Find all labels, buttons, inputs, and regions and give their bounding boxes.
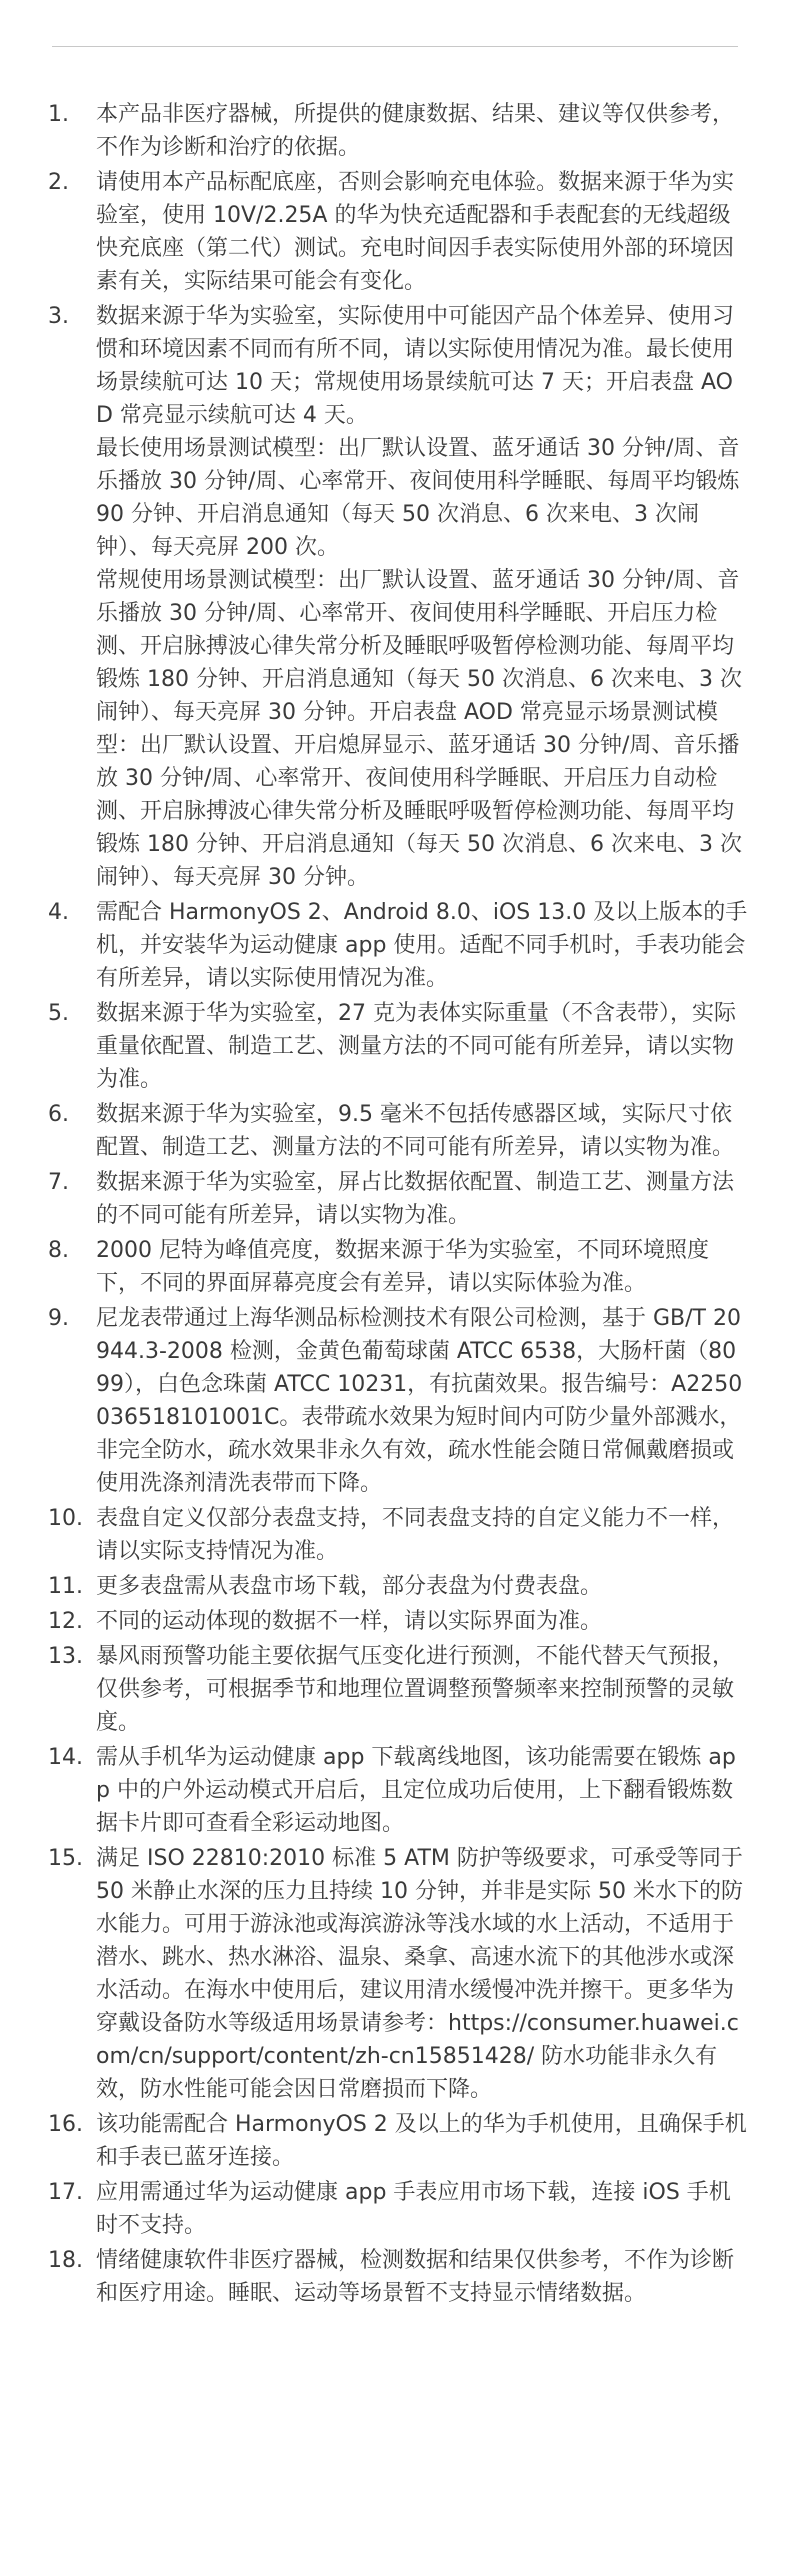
- footnote-paragraph: 应用需通过华为运动健康 app 手表应用市场下载，连接 iOS 手机时不支持。: [96, 2180, 731, 2238]
- footnote-paragraph: 情绪健康软件非医疗器械，检测数据和结果仅供参考，不作为诊断和医疗用途。睡眠、运动等场景暂不支持显示情绪数据。: [96, 2248, 735, 2306]
- footnote-text: [96, 1302, 748, 1500]
- footnote-number: 5.: [48, 1001, 69, 1026]
- footnote-item: [48, 1842, 748, 2106]
- footnote-number: 18.: [48, 2248, 83, 2273]
- footnote-text: [96, 1842, 748, 2106]
- footnote-item: [48, 1234, 748, 1300]
- footnote-paragraph: 请使用本产品标配底座，否则会影响充电体验。数据来源于华为实验室，使用 10V/2.25A 的华为快充适配器和手表配套的无线超级快充底座（第二代）测试。充电时间因手表实际使用外部的环境因素有关，实际结果可能会有变化。: [96, 170, 735, 294]
- footnote-item: [48, 1741, 748, 1840]
- footnote-number: 1.: [48, 102, 69, 127]
- footnote-text: [96, 997, 748, 1096]
- footnote-item: [48, 1166, 748, 1232]
- footnote-paragraph: 满足 ISO 22810:2010 标准 5 ATM 防护等级要求，可承受等同于 50 米静止水深的压力且持续 10 分钟，并非是实际 50 米水下的防水能力。可用于游泳池或海滨游泳等浅水域的水上活动，不适用于潜水、跳水、热水淋浴、温泉、桑拿、高速水流下的其他涉水或深水活动。在海水中使用后，建议用清水缓慢冲洗并擦干。更多华为穿戴设备防水等级适用场景请参考：https://consumer.huawei.com/cn/support/content/zh-cn15851428/ 防水功能非永久有效，防水性能可能会因日常磨损而下降。: [96, 1846, 743, 2102]
- footnote-text: [96, 1502, 748, 1568]
- footnote-text: [96, 300, 748, 894]
- footnote-number: 17.: [48, 2180, 83, 2205]
- footnote-number: 9.: [48, 1306, 69, 1331]
- footnote-item: [48, 1098, 748, 1164]
- footnote-number: 16.: [48, 2112, 83, 2137]
- footnote-text: [96, 166, 748, 298]
- footnote-number: 10.: [48, 1506, 83, 1531]
- footnote-number: 4.: [48, 900, 69, 925]
- footnote-text: [96, 2176, 748, 2242]
- footnote-paragraph: 表盘自定义仅部分表盘支持，不同表盘支持的自定义能力不一样，请以实际支持情况为准。: [96, 1506, 735, 1564]
- footnote-item: [48, 1502, 748, 1568]
- footnote-paragraph: 需从手机华为运动健康 app 下载离线地图，该功能需要在锻炼 app 中的户外运动模式开启后，且定位成功后使用，上下翻看锻炼数据卡片即可查看全彩运动地图。: [96, 1745, 736, 1836]
- footnote-text: [96, 1098, 748, 1164]
- footnote-paragraph: 数据来源于华为实验室，屏占比数据依配置、制造工艺、测量方法的不同可能有所差异，请以实物为准。: [96, 1170, 735, 1228]
- footnote-paragraph: 常规使用场景测试模型：出厂默认设置、蓝牙通话 30 分钟/周、音乐播放 30 分钟/周、心率常开、夜间使用科学睡眠、开启压力检测、开启脉搏波心律失常分析及睡眠呼吸暂停检测功能、每周平均锻炼 180 分钟、开启消息通知（每天 50 次消息、6 次来电、3 次闹钟）、每天亮屏 30 分钟。开启表盘 AOD 常亮显示场景测试模型：出厂默认设置、开启熄屏显示、蓝牙通话 30 分钟/周、音乐播放 30 分钟/周、心率常开、夜间使用科学睡眠、开启压力自动检测、开启脉搏波心律失常分析及睡眠呼吸暂停检测功能、每周平均锻炼 180 分钟、开启消息通知（每天 50 次消息、6 次来电、3 次闹钟）、每天亮屏 30 分钟。: [96, 568, 742, 890]
- footnote-text: [96, 2108, 748, 2174]
- footnote-item: [48, 98, 748, 164]
- footnote-item: [48, 2176, 748, 2242]
- footnote-text: [96, 896, 748, 995]
- footnote-paragraph: 数据来源于华为实验室，实际使用中可能因产品个体差异、使用习惯和环境因素不同而有所不同，请以实际使用情况为准。最长使用场景续航可达 10 天；常规使用场景续航可达 7 天；开启表盘 AOD 常亮显示续航可达 4 天。: [96, 304, 735, 428]
- footnote-paragraph: 更多表盘需从表盘市场下载，部分表盘为付费表盘。: [96, 1574, 603, 1599]
- footnote-paragraph: 数据来源于华为实验室，9.5 毫米不包括传感器区域，实际尺寸依配置、制造工艺、测量方法的不同可能有所差异，请以实物为准。: [96, 1102, 735, 1160]
- top-divider: [52, 46, 738, 47]
- footnote-item: [48, 1302, 748, 1500]
- footnote-number: 7.: [48, 1170, 69, 1195]
- footnote-number: 11.: [48, 1574, 83, 1599]
- footnote-item: [48, 2108, 748, 2174]
- footnote-number: 3.: [48, 304, 69, 329]
- footnote-item: [48, 2244, 748, 2310]
- footnote-text: [96, 98, 748, 164]
- footnote-text: [96, 1640, 748, 1739]
- footnote-item: [48, 166, 748, 298]
- footnote-number: 13.: [48, 1644, 83, 1669]
- footnote-item: [48, 300, 748, 894]
- footnote-number: 12.: [48, 1609, 83, 1634]
- footnote-paragraph: 不同的运动体现的数据不一样，请以实际界面为准。: [96, 1609, 603, 1634]
- footnote-paragraph: 本产品非医疗器械，所提供的健康数据、结果、建议等仅供参考，不作为诊断和治疗的依据。: [96, 102, 735, 160]
- footnote-text: [96, 1234, 748, 1300]
- footnote-paragraph: 需配合 HarmonyOS 2、Android 8.0、iOS 13.0 及以上版本的手机，并安装华为运动健康 app 使用。适配不同手机时，手表功能会有所差异，请以实际使用情况为准。: [96, 900, 748, 991]
- footnote-paragraph: 2000 尼特为峰值亮度，数据来源于华为实验室，不同环境照度下，不同的界面屏幕亮度会有差异，请以实际体验为准。: [96, 1238, 709, 1296]
- footnote-number: 8.: [48, 1238, 69, 1263]
- footnote-paragraph: 最长使用场景测试模型：出厂默认设置、蓝牙通话 30 分钟/周、音乐播放 30 分钟/周、心率常开、夜间使用科学睡眠、每周平均锻炼 90 分钟、开启消息通知（每天 50 次消息、6 次来电、3 次闹钟）、每天亮屏 200 次。: [96, 436, 740, 560]
- footnote-item: [48, 997, 748, 1096]
- footnote-text: [96, 2244, 748, 2310]
- footnote-number: 15.: [48, 1846, 83, 1871]
- footnote-paragraph: 数据来源于华为实验室，27 克为表体实际重量（不含表带），实际重量依配置、制造工艺、测量方法的不同可能有所差异，请以实物为准。: [96, 1001, 736, 1092]
- footnote-item: [48, 896, 748, 995]
- footnote-text: [96, 1166, 748, 1232]
- footnote-paragraph: 该功能需配合 HarmonyOS 2 及以上的华为手机使用，且确保手机和手表已蓝牙连接。: [96, 2112, 747, 2170]
- footnote-item: [48, 1605, 748, 1638]
- footnote-number: 14.: [48, 1745, 83, 1770]
- footnote-paragraph: 暴风雨预警功能主要依据气压变化进行预测，不能代替天气预报，仅供参考，可根据季节和地理位置调整预警频率来控制预警的灵敏度。: [96, 1644, 735, 1735]
- footnote-number: 6.: [48, 1102, 69, 1127]
- footnote-item: [48, 1570, 748, 1603]
- footnote-text: [96, 1570, 748, 1603]
- footnote-number: 2.: [48, 170, 69, 195]
- footnote-text: [96, 1605, 748, 1638]
- footnote-item: [48, 1640, 748, 1739]
- footnotes-list: [48, 98, 748, 2312]
- footnote-text: [96, 1741, 748, 1840]
- footnote-paragraph: 尼龙表带通过上海华测品标检测技术有限公司检测，基于 GB/T 20944.3-2008 检测，金黄色葡萄球菌 ATCC 6538，大肠杆菌（8099），白色念珠菌 ATCC 10231，有抗菌效果。报告编号：A2250036518101001C。表带疏水效果为短时间内可防少量外部溅水，非完全防水，疏水效果非永久有效，疏水性能会随日常佩戴磨损或使用洗涤剂清洗表带而下降。: [96, 1306, 743, 1496]
